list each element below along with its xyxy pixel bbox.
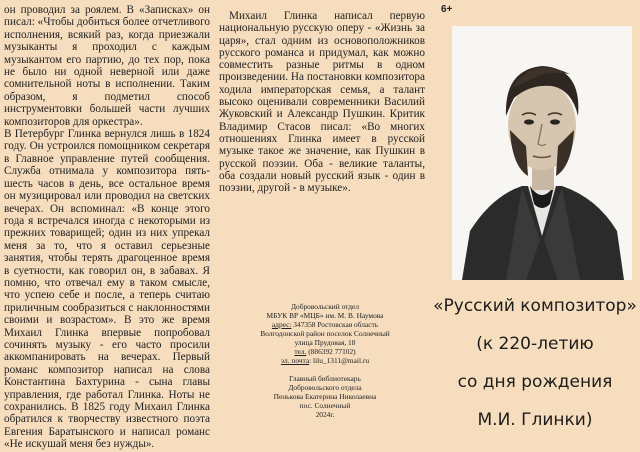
address-line-1: адрес: 347358 Ростовская область <box>271 320 379 329</box>
address-line-3: улица Прудовая, 18 <box>294 338 356 347</box>
subtitle-line-1: (к 220-летию <box>476 334 594 354</box>
subtitle-line-2: со дня рождения <box>457 372 613 392</box>
phone-line: тел. (886392 77102) <box>294 347 356 356</box>
author-name: Пенькова Екатерина Николаевна <box>273 392 377 401</box>
subtitle-line-3: М.И. Глинки) <box>477 410 593 430</box>
main-title: «Русский композитор» <box>433 296 637 316</box>
middle-text-column <box>219 10 425 194</box>
portrait-drawing <box>452 26 632 280</box>
place-name: пос. Солнечный <box>299 401 351 410</box>
library-contacts <box>230 302 420 419</box>
author-role-1: Главный библиотекарь <box>289 374 361 383</box>
glinka-portrait <box>452 26 632 280</box>
middle-paragraph: Михаил Глинка написал первую национальную русскую оперу - «Жизнь за царя», стал одним из основоположников русского романса и придумал, как можно совместить разные ритмы в одном произведении. На постановки композитора ходила императорская семья, а талант высоко оценивали современники Василий Жуковский и Александр Пушкин. Критик Владимир Стасов писал: «Во многих отношениях Глинка имеет в русской музыке такое же значение, как Пушкин в русской поэзии. Оба - великие таланты, оба создали новый русский язык - один в поэзии, другой - в музыке». <box>219 10 425 195</box>
dept-name: Добровольский отдел <box>290 302 360 311</box>
age-rating-badge: 6+ <box>441 4 453 15</box>
email-line[interactable]: эл. почта: lilu_1311@mail.ru <box>280 356 370 365</box>
author-role-2: Добровольского отдела <box>288 383 362 392</box>
year: 2024г. <box>315 410 335 419</box>
left-text-column <box>4 4 210 451</box>
left-paragraph-2: В Петербург Глинка вернулся лишь в 1824 году. Он устроился помощником секретаря в Главное управление путей сообщения. Служба отнимала у композитора пять-шесть часов в день, все остальное время он музицировал или проводил на светских вечерах. Он вспоминал: «В конце этого года я встречался иногда с некоторыми из прежних товарищей; один из них упрекал меня за то, что я оставил серьезные занятия, чтобы терять драгоценное время в суетности, как говорил он, в забавах. Я помню, что отвечал ему в таком смысле, что успею себе и после, а теперь считаю приличным сообразиться с наклонностями своими и возрастом». В это же время Михаил Глинка впервые попробовал сочинять музыку - его часто просили аккомпанировать на вечерах. Первый романс композитор написал на слова Константина Бахтурина - сына главы управления, где работал Глинка. Ноты не сохранились. В 1825 году Михаил Глинка обратился к творчеству известного поэта Евгения Баратынского и написал романс «Не искушай меня без нужды». <box>4 128 210 451</box>
title-block <box>432 296 638 430</box>
address-line-2: Волгодонской район поселок Солнечный <box>260 329 390 338</box>
org-name: МБУК ВР «МЦБ» им. М. В. Наумова <box>266 311 384 320</box>
left-paragraph-1: он проводил за роялем. В «Записках» он писал: «Чтобы добиться более отчетливого исполнения, всякий раз, когда приезжали музыканты я проходил с каждым музыкантом его партию, до тех пор, пока не было ни одной неверной или даже сомнительной ноты в исполнении. Таким образом, я подметил способ инструментовки большей части лучших композиторов для оркестра». <box>4 4 210 128</box>
